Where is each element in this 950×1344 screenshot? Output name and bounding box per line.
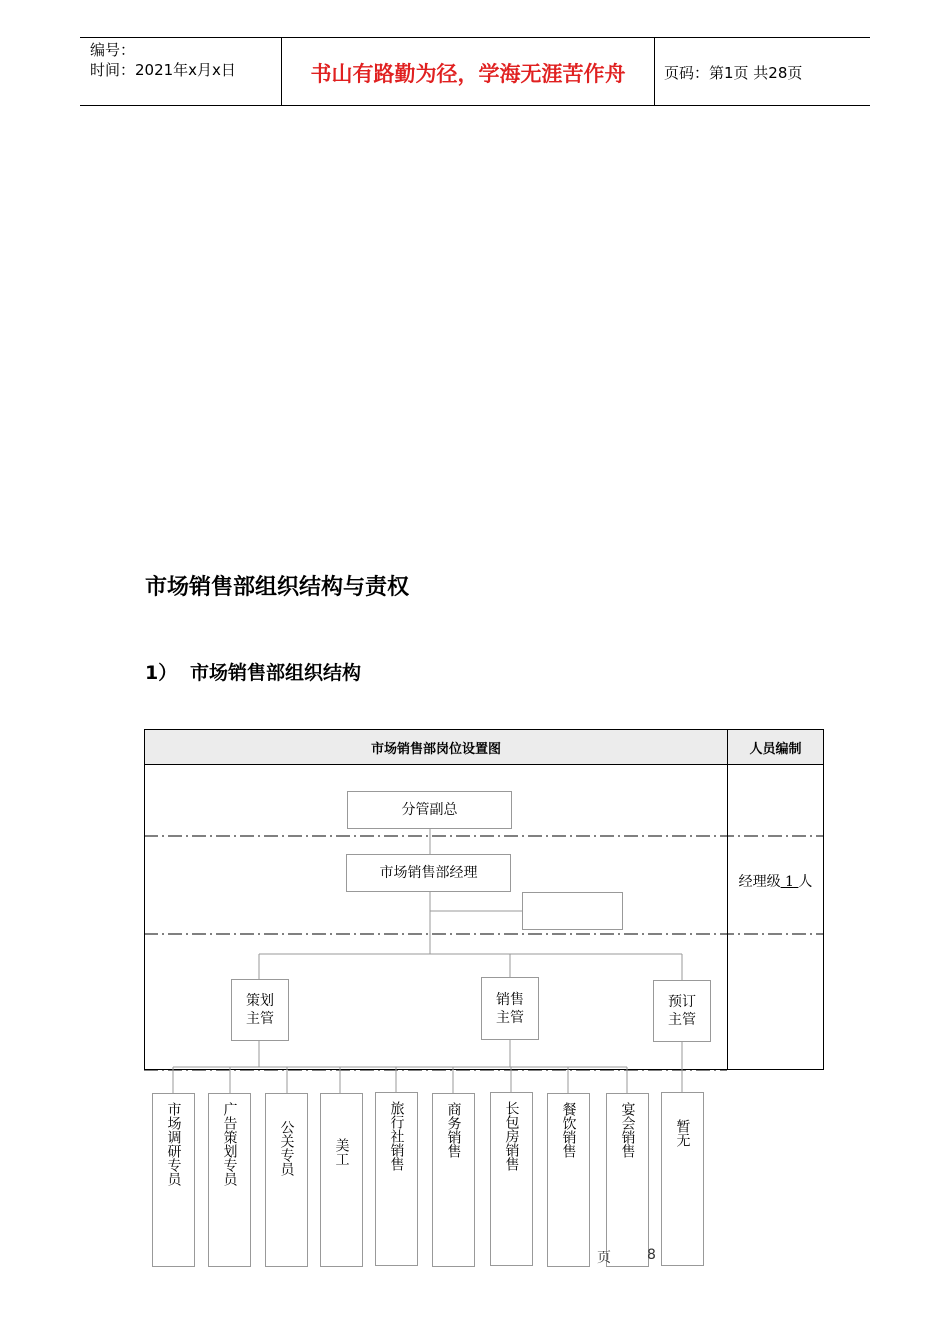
position-label: 餐饮销售 — [560, 1102, 577, 1158]
staff-count — [727, 871, 824, 891]
position-label: 旅行社销售 — [388, 1101, 405, 1171]
supervisor-line1: 预订 — [668, 994, 696, 1010]
position-long-stay-sales — [490, 1092, 533, 1266]
position-business-sales — [432, 1093, 475, 1267]
position-pr — [265, 1093, 308, 1267]
supervisor-line2: 主管 — [668, 1012, 696, 1028]
supervisor-planning — [231, 979, 289, 1041]
position-label: 美工 — [333, 1138, 350, 1166]
assistant-node — [522, 892, 623, 930]
supervisor-reservation — [653, 980, 711, 1042]
header-motto: 书山有路勤为径，学海无涯苦作舟 — [310, 61, 626, 86]
time-label: 时间：2021年x月x日 — [90, 61, 236, 79]
staff-prefix: 经理级 — [738, 874, 781, 890]
position-label: 暂无 — [674, 1119, 691, 1147]
supervisor-line1: 销售 — [496, 991, 524, 1008]
position-ad-planning — [208, 1093, 251, 1267]
vp-node: 分管副总 — [347, 791, 512, 829]
position-designer — [320, 1093, 363, 1267]
position-label: 商务销售 — [445, 1102, 462, 1158]
document-title: 市场销售部组织结构与责权 — [145, 575, 410, 600]
position-none — [661, 1092, 704, 1266]
staff-number: 1 — [785, 874, 794, 890]
position-label: 长包房销售 — [503, 1101, 520, 1171]
page-label: 页码：第1页 共28页 — [664, 64, 803, 82]
supervisor-line2: 主管 — [246, 1011, 274, 1027]
supervisor-sales — [481, 977, 539, 1040]
position-fnb-sales — [547, 1093, 590, 1267]
footer-page-fragment-2: 8 — [647, 1247, 656, 1263]
footer-page-fragment: 页 — [597, 1250, 611, 1266]
position-label: 宴会销售 — [619, 1102, 636, 1158]
position-banquet-sales — [606, 1093, 649, 1267]
staff-suffix: 人 — [798, 874, 813, 890]
staff-header: 人员编制 — [727, 729, 824, 765]
supervisor-line1: 策划 — [246, 993, 274, 1009]
serial-label: 编号： — [90, 41, 136, 59]
position-label: 公关专员 — [278, 1120, 295, 1176]
section-number: 1） — [145, 662, 178, 684]
position-travel-agency-sales — [375, 1092, 418, 1266]
position-label: 广告策划专员 — [221, 1102, 238, 1186]
supervisor-line2: 主管 — [496, 1009, 524, 1026]
chart-header: 市场销售部岗位设置图 — [144, 729, 728, 765]
manager-node: 市场销售部经理 — [346, 854, 511, 892]
position-label: 市场调研专员 — [165, 1102, 182, 1186]
position-market-research — [152, 1093, 195, 1267]
section-title: 市场销售部组织结构 — [190, 662, 362, 684]
